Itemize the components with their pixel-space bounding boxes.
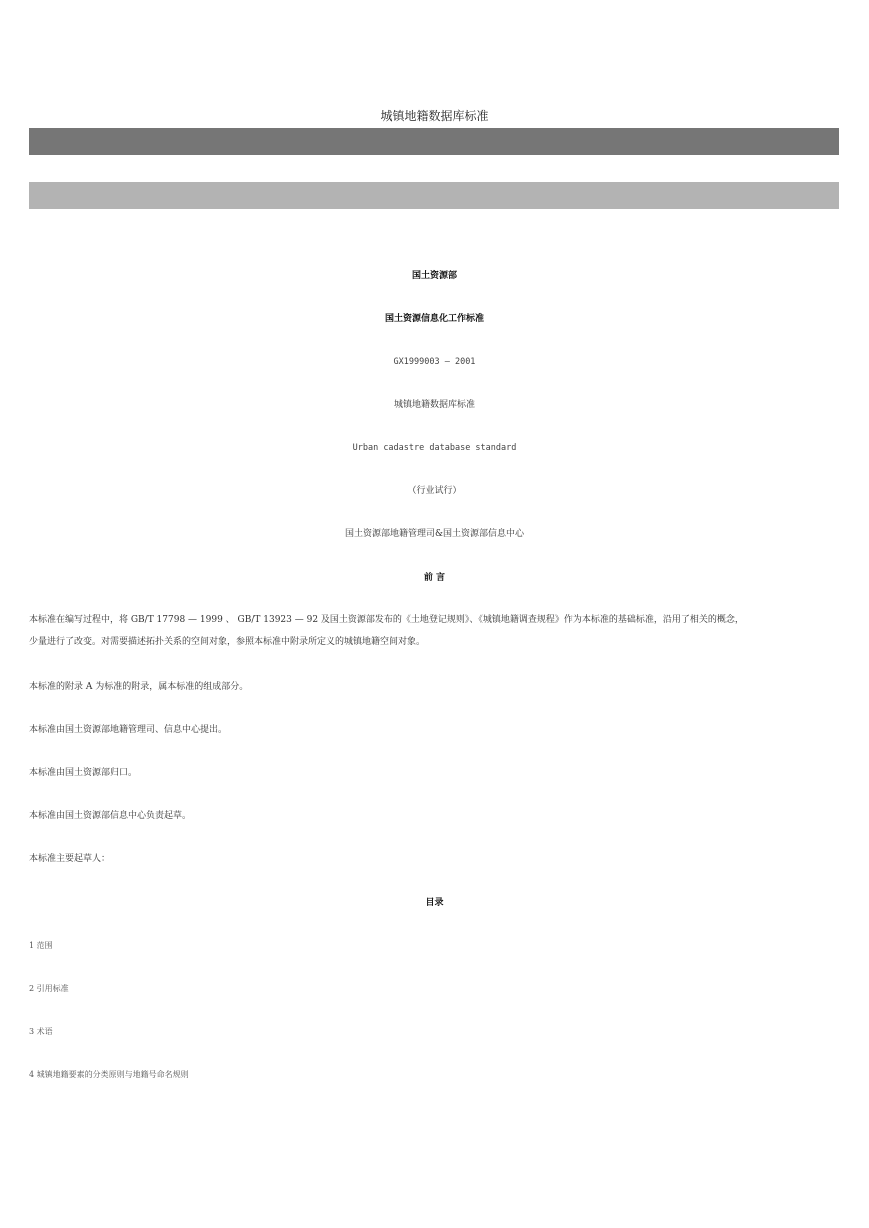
cover-title-cn: 城镇地籍数据库标准 [393,400,475,410]
header-bar-light [29,182,839,209]
cover-title-en: Urban cadastre database standard [352,443,517,453]
preface-paragraph-3: 本标准由国土资源部地籍管理司、信息中心提出。 [29,725,228,735]
toc-heading: 目录 [425,898,444,908]
toc-item-3[interactable]: 3 术语 [29,1027,53,1036]
toc-item-4[interactable]: 4 城镇地籍要素的分类原则与地籍号命名规则 [29,1070,189,1079]
header-bar-dark [29,128,839,155]
toc-item-2[interactable]: 2 引用标准 [29,984,69,993]
preface-heading: 前 言 [423,573,446,583]
cover-code: GX1999003 — 2001 [393,357,476,367]
preface-paragraph-6: 本标准主要起草人： [29,854,111,864]
toc-item-1[interactable]: 1 范围 [29,941,53,950]
cover-trial: （行业试行） [407,486,462,496]
cover-issuer: 国土资源部地籍管理司&国土资源部信息中心 [344,529,524,539]
preface-paragraph-2: 本标准的附录 A 为标准的附录，属本标准的组成部分。 [29,682,249,692]
cover-series: 国土资源信息化工作标准 [384,314,484,324]
preface-paragraph-5: 本标准由国土资源部信息中心负责起草。 [29,811,192,821]
preface-paragraph-1 [29,609,839,653]
cover-ministry: 国土资源部 [411,271,457,281]
preface-paragraph-4: 本标准由国土资源部归口。 [29,768,138,778]
preface-paragraph-1-line-1: 本标准在编写过程中，将 GB/T 17798 — 1999 、 GB/T 13923 — 92 及国土资源部发布的《土地登记规则》、《城镇地籍调查规程》作为本标准的基础标准，沿用了相关的概念， [29,615,744,625]
preface-paragraph-1-line-2: 少量进行了改变。对需要描述拓扑关系的空间对象，参照本标准中附录所定义的城镇地籍空间对象。 [29,637,426,647]
page-header-title: 城镇地籍数据库标准 [380,109,489,123]
